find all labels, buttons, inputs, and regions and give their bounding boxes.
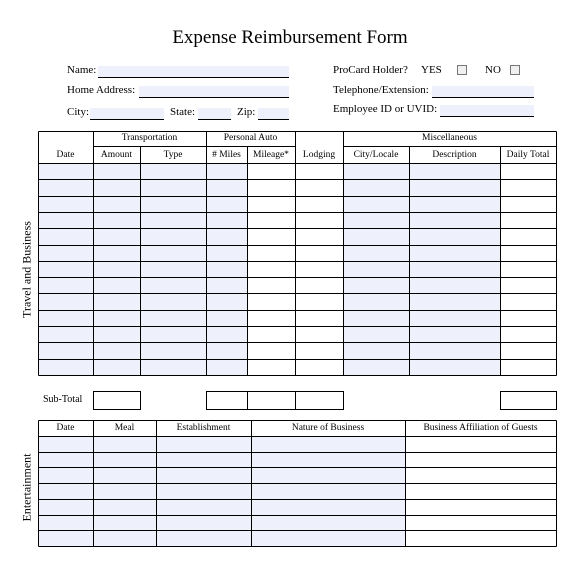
form-title: Expense Reimbursement Form (172, 27, 408, 48)
entertainment-cell[interactable] (156, 499, 251, 515)
entertainment-cell[interactable] (38, 499, 93, 515)
travel-cell[interactable] (409, 163, 500, 179)
travel-cell[interactable] (38, 261, 93, 277)
travel-cell[interactable] (93, 179, 140, 196)
travel-cell[interactable] (409, 342, 500, 359)
home-address-label: Home Address: (67, 84, 136, 96)
entertainment-cell[interactable] (93, 530, 156, 546)
col-daily-total: Daily Total (506, 150, 550, 160)
entertainment-cell[interactable] (156, 467, 251, 483)
entertainment-cell[interactable] (38, 530, 93, 546)
travel-cell[interactable] (206, 196, 247, 212)
ent-col-nature: Nature of Business (291, 423, 365, 433)
travel-cell[interactable] (343, 359, 409, 375)
travel-cell[interactable] (93, 261, 140, 277)
travel-cell[interactable] (93, 196, 140, 212)
entertainment-cell[interactable] (251, 515, 405, 530)
travel-cell[interactable] (93, 277, 140, 293)
col-lodging: Lodging (302, 150, 336, 160)
entertainment-cell[interactable] (156, 452, 251, 467)
travel-side-label: Travel and Business (19, 221, 34, 318)
travel-cell[interactable] (206, 228, 247, 245)
travel-cell[interactable] (206, 245, 247, 261)
entertainment-cell[interactable] (38, 515, 93, 530)
travel-cell[interactable] (38, 179, 93, 196)
travel-cell[interactable] (140, 245, 206, 261)
travel-cell[interactable] (409, 326, 500, 342)
city-label: City: (67, 106, 90, 118)
subtotal-box[interactable] (94, 392, 141, 410)
entertainment-cell[interactable] (93, 452, 156, 467)
entertainment-cell[interactable] (93, 499, 156, 515)
travel-cell[interactable] (140, 228, 206, 245)
travel-cell[interactable] (409, 277, 500, 293)
col-miles: # Miles (212, 150, 241, 160)
travel-cell[interactable] (206, 342, 247, 359)
yes-label: YES (421, 64, 442, 76)
travel-cell[interactable] (140, 163, 206, 179)
subtotal-label: Sub-Total (43, 394, 83, 405)
entertainment-cell[interactable] (251, 452, 405, 467)
travel-cell[interactable] (206, 261, 247, 277)
travel-cell[interactable] (409, 245, 500, 261)
telephone-label: Telephone/Extension: (333, 84, 429, 96)
travel-cell[interactable] (409, 261, 500, 277)
employee-id-label: Employee ID or UVID: (333, 103, 438, 115)
travel-cell[interactable] (93, 359, 140, 375)
ent-col-date: Date (56, 423, 75, 433)
travel-cell[interactable] (343, 310, 409, 326)
travel-cell[interactable] (140, 212, 206, 228)
travel-cell[interactable] (93, 293, 140, 310)
travel-cell[interactable] (140, 277, 206, 293)
travel-cell[interactable] (409, 212, 500, 228)
travel-cell[interactable] (38, 163, 93, 179)
travel-cell[interactable] (140, 326, 206, 342)
travel-cell[interactable] (93, 212, 140, 228)
name-label: Name: (67, 64, 97, 76)
col-mileage: Mileage* (253, 150, 289, 160)
travel-cell[interactable] (38, 310, 93, 326)
travel-cell[interactable] (343, 228, 409, 245)
travel-cell[interactable] (343, 261, 409, 277)
entertainment-cell[interactable] (38, 452, 93, 467)
travel-cell[interactable] (38, 359, 93, 375)
travel-cell[interactable] (409, 293, 500, 310)
entertainment-cell[interactable] (156, 436, 251, 452)
travel-cell[interactable] (140, 310, 206, 326)
col-city-locale: City/Locale (353, 150, 399, 160)
travel-cell[interactable] (206, 277, 247, 293)
travel-cell[interactable] (93, 163, 140, 179)
travel-cell[interactable] (38, 228, 93, 245)
transportation-header: Transportation (121, 133, 178, 143)
entertainment-cell[interactable] (38, 436, 93, 452)
subtotal-box[interactable] (296, 392, 344, 410)
entertainment-cell[interactable] (251, 499, 405, 515)
col-amount: Amount (100, 150, 133, 160)
travel-cell[interactable] (206, 326, 247, 342)
zip-label: Zip: (237, 106, 256, 118)
entertainment-cell[interactable] (251, 467, 405, 483)
travel-cell[interactable] (206, 179, 247, 196)
travel-cell[interactable] (93, 310, 140, 326)
entertainment-cell[interactable] (251, 436, 405, 452)
travel-cell[interactable] (206, 293, 247, 310)
travel-cell[interactable] (206, 212, 247, 228)
travel-cell[interactable] (343, 245, 409, 261)
ent-col-establishment: Establishment (176, 423, 231, 433)
travel-cell[interactable] (409, 310, 500, 326)
entertainment-cell[interactable] (38, 467, 93, 483)
travel-cell[interactable] (38, 212, 93, 228)
subtotal-box[interactable] (501, 392, 557, 410)
travel-cell[interactable] (93, 342, 140, 359)
travel-cell[interactable] (140, 196, 206, 212)
state-label: State: (170, 106, 196, 118)
travel-cell[interactable] (343, 277, 409, 293)
col-date: Date (56, 150, 75, 160)
travel-cell[interactable] (140, 179, 206, 196)
subtotal-box[interactable] (248, 392, 296, 410)
entertainment-cell[interactable] (93, 515, 156, 530)
col-type: Type (163, 150, 183, 160)
ent-col-affiliation: Business Affiliation of Guests (423, 423, 538, 433)
entertainment-cell[interactable] (93, 483, 156, 499)
entertainment-cell[interactable] (251, 530, 405, 546)
travel-cell[interactable] (140, 293, 206, 310)
travel-cell[interactable] (343, 212, 409, 228)
travel-cell[interactable] (343, 342, 409, 359)
travel-cell[interactable] (93, 245, 140, 261)
entertainment-cell[interactable] (93, 467, 156, 483)
travel-cell[interactable] (206, 310, 247, 326)
travel-cell[interactable] (206, 359, 247, 375)
miscellaneous-header: Miscellaneous (422, 133, 477, 143)
travel-cell[interactable] (409, 228, 500, 245)
travel-cell[interactable] (38, 196, 93, 212)
ent-col-meal: Meal (114, 423, 135, 433)
travel-cell[interactable] (38, 245, 93, 261)
travel-cell[interactable] (409, 359, 500, 375)
procard-label: ProCard Holder? (333, 64, 408, 76)
travel-cell[interactable] (409, 196, 500, 212)
travel-cell[interactable] (343, 326, 409, 342)
travel-cell[interactable] (206, 163, 247, 179)
subtotal-box[interactable] (207, 392, 248, 410)
entertainment-cell[interactable] (156, 530, 251, 546)
entertainment-cell[interactable] (156, 515, 251, 530)
travel-cell[interactable] (140, 342, 206, 359)
travel-cell[interactable] (38, 277, 93, 293)
entertainment-side-label: Entertainment (19, 453, 34, 522)
travel-cell[interactable] (343, 163, 409, 179)
entertainment-cell[interactable] (251, 483, 405, 499)
travel-cell[interactable] (343, 293, 409, 310)
entertainment-cell[interactable] (93, 436, 156, 452)
travel-cell[interactable] (343, 179, 409, 196)
travel-cell[interactable] (38, 293, 93, 310)
travel-cell[interactable] (140, 261, 206, 277)
travel-cell[interactable] (93, 228, 140, 245)
no-label: NO (485, 64, 501, 76)
personal-auto-header: Personal Auto (223, 133, 278, 143)
travel-cell[interactable] (409, 179, 500, 196)
travel-cell[interactable] (343, 196, 409, 212)
entertainment-cell[interactable] (38, 483, 93, 499)
travel-cell[interactable] (93, 326, 140, 342)
col-description: Description (432, 150, 477, 160)
entertainment-cell[interactable] (156, 483, 251, 499)
travel-cell[interactable] (38, 326, 93, 342)
travel-cell[interactable] (140, 359, 206, 375)
travel-cell[interactable] (38, 342, 93, 359)
